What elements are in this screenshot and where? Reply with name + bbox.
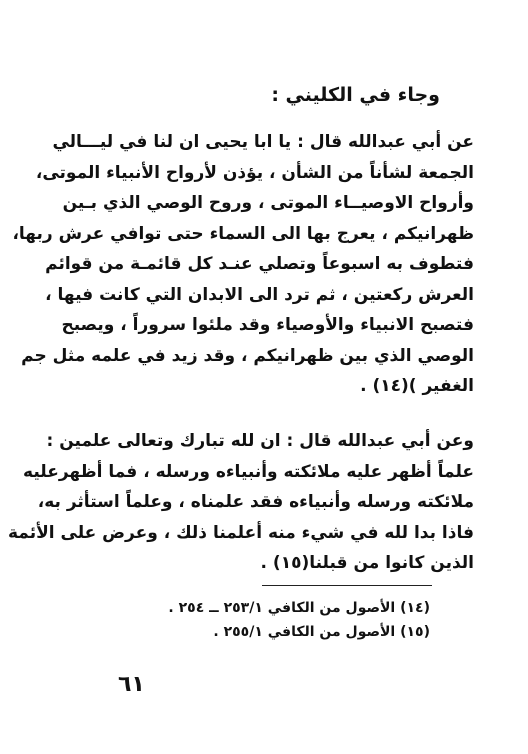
text-line: الذين كانوا من قبلنا(١٥) . (260, 553, 474, 573)
text-line: عن أبي عبدالله قال : يا ابا يحيى ان لنا في ليـــالي (52, 132, 474, 152)
text-line: العرش ركعتين ، ثم ترد الى الابدان التي كانت فيها ، (45, 284, 474, 305)
hadith-paragraph-2 (8, 426, 474, 579)
text-line: الجمعة لشأناً من الشأن ، يؤذن لأرواح الأنبياء الموتى، (35, 162, 474, 183)
page-number: ٦١ (118, 672, 145, 697)
text-line: علماً أظهر عليه ملائكته وأنبياءه ورسله ، فما أظهرعليه (23, 461, 474, 482)
footnote-divider (262, 585, 432, 586)
text-line: فتصبح الانبياء والأوصياء وقد ملئوا سروراً ، ويصبح (61, 315, 474, 335)
text-line: وعن أبي عبدالله قال : ان لله تبارك وتعالى علمين : (46, 431, 474, 451)
text-line: الغفير )(١٤) . (360, 376, 474, 396)
footnote-15: (١٥) الأصول من الكافي ٢٥٥/١ . (213, 624, 430, 640)
text-line: فاذا بدا لله في شيء منه أعلمنا ذلك ، وعرض على الأئمة (8, 522, 474, 543)
text-line: الوصي الذي بين ظهرانيكم ، وقد زيد في علمه مثل جم (21, 345, 474, 366)
text-line: ظهرانيكم ، يعرج بها الى السماء حتى توافي عرش ربها، (12, 223, 474, 244)
text-line: وأرواح الاوصيــاء الموتى ، وروح الوصي الذي بـين (62, 193, 474, 213)
text-line: فتطوف به اسبوعاً وتصلي عنـد كل قائمـة من قوائم (45, 254, 474, 274)
footnote-14: (١٤) الأصول من الكافي ٢٥٣/١ ــ ٢٥٤ . (168, 600, 430, 616)
section-heading: وجاء في الكليني : (271, 84, 440, 106)
hadith-paragraph-1 (12, 127, 474, 402)
footnotes (168, 596, 430, 644)
text-line: ملائكته ورسله وأنبياءه فقد علمناه ، وعلماً استأثر به، (37, 492, 474, 512)
